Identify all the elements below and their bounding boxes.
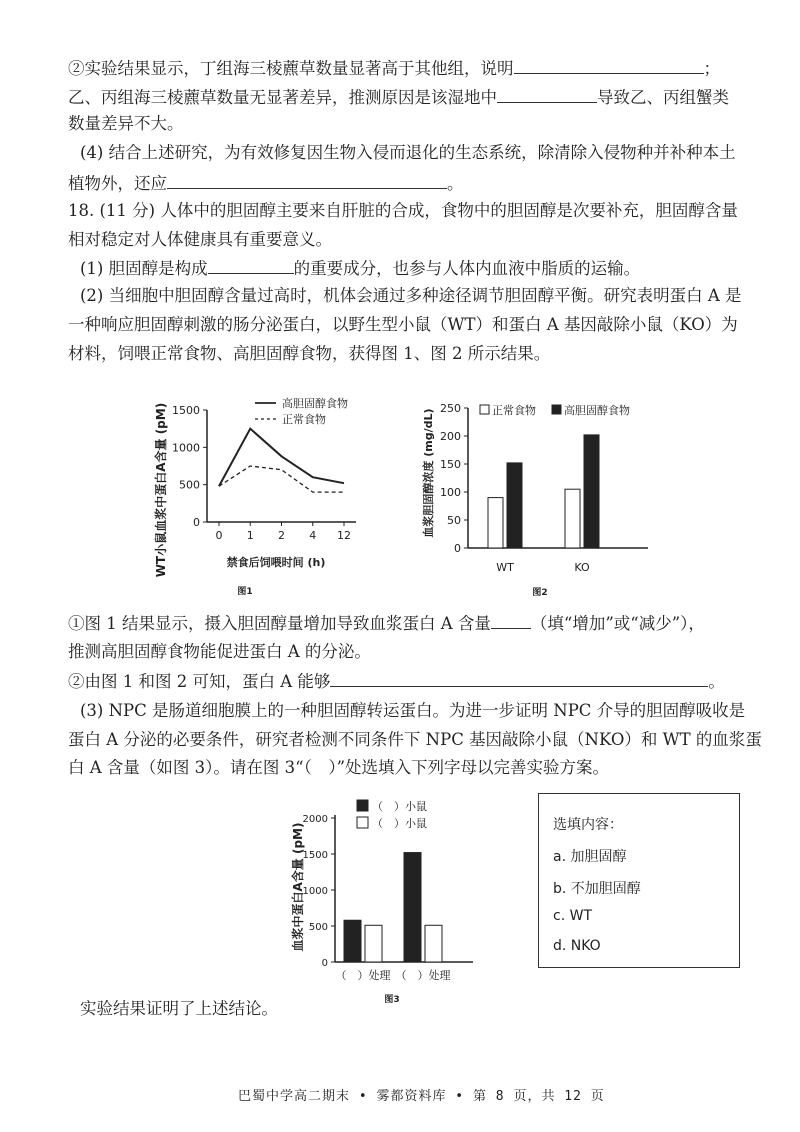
bar-a (404, 853, 421, 962)
bar-b (507, 463, 522, 548)
figure-1-line-chart (150, 372, 370, 602)
bar-a (344, 920, 361, 962)
option-b: b. 不加胆固醇 (553, 881, 641, 897)
fig1-xlabel: 禁食后饲喂时间 (h) (226, 556, 326, 569)
x-tick-label: 0 (215, 529, 223, 542)
text-line: 材料，饲喂正常食物、高胆固醇食物，获得图 1、图 2 所示结果。 (68, 344, 551, 363)
text-line: 植物外，还应 。 (68, 174, 464, 193)
legend-normal: 正常食物 (282, 413, 326, 426)
legend-high: 高胆固醇食物 (282, 397, 348, 410)
y-tick-label: 250 (440, 402, 461, 415)
legend-white-icon (357, 817, 368, 828)
answer-blank[interactable] (514, 57, 704, 74)
text-line: (1) 胆固醇是构成 的重要成分，也参与人体内血液中脂质的运输。 (80, 259, 641, 278)
text-line: ②实验结果显示，丁组海三棱藨草数量显著高于其他组，说明 ； (68, 59, 720, 78)
x-category-label: （ ）处理 (395, 969, 451, 982)
y-tick-label: 1000 (302, 886, 328, 897)
option-c: c. WT (553, 908, 592, 924)
text-line: ②由图 1 和图 2 可知，蛋白 A 能够 。 (68, 672, 725, 691)
legend-black-icon (552, 405, 561, 414)
y-tick-label: 1000 (172, 441, 200, 455)
options-title: 选填内容： (553, 817, 623, 833)
text-line: 白 A 含量（如图 3）。请在图 3“（ ）”处选填入下列字母以完善实验方案。 (68, 758, 610, 777)
y-tick-label: 0 (193, 516, 200, 529)
answer-blank[interactable] (330, 670, 708, 687)
options-box (538, 793, 740, 968)
x-category-label: WT (496, 561, 514, 574)
text-line: 相对稳定对人体健康具有重要意义。 (68, 230, 332, 249)
bar-b (365, 925, 382, 962)
fig1-ylabel: WT小鼠血浆中蛋白A含量 (pM) (154, 402, 168, 578)
x-category-label: KO (574, 561, 590, 574)
y-tick-label: 2000 (302, 814, 328, 825)
bar-a (488, 498, 503, 548)
y-tick-label: 500 (308, 922, 328, 933)
fig3-ylabel: 血浆中蛋白A含量 (pM) (291, 822, 305, 952)
series-line-high-cholesterol (219, 429, 344, 486)
x-tick-label: 1 (246, 529, 254, 542)
question-title: 18. (11 分) 人体中的胆固醇主要来自肝脏的合成，食物中的胆固醇是次要补充，胆固醇含量 (68, 201, 738, 220)
bar-b (584, 435, 599, 548)
figure-3-bar-chart (285, 795, 485, 1005)
legend-high: 高胆固醇食物 (564, 404, 630, 417)
answer-blank[interactable] (497, 86, 597, 103)
text-line: (3) NPC 是肠道细胞膜上的一种胆固醇转运蛋白。为进一步证明 NPC 介导的胆固醇吸收是 (80, 701, 746, 720)
bar-b (425, 925, 442, 962)
y-tick-label: 1500 (302, 850, 328, 861)
y-tick-label: 500 (179, 478, 200, 492)
x-tick-label: 2 (278, 529, 285, 542)
answer-blank[interactable] (491, 612, 531, 629)
answer-blank[interactable] (208, 257, 294, 274)
text-line: 实验结果证明了上述结论。 (80, 999, 278, 1018)
legend-series-black: （ ）小鼠 (372, 800, 427, 813)
page-footer: 巴蜀中学高二期末 • 雾都资料库 • 第 8 页，共 12 页 (238, 1089, 605, 1104)
text-line: (2) 当细胞中胆固醇含量过高时，机体会通过多种途径调节胆固醇平衡。研究表明蛋白 A 是 (80, 286, 742, 305)
text-line: 乙、丙组海三棱藨草数量无显著差异，推测原因是该湿地中 导致乙、丙组蟹类 (68, 88, 729, 107)
answer-blank[interactable] (167, 172, 447, 189)
bar-a (565, 489, 580, 548)
x-category-label: （ ）处理 (335, 969, 391, 982)
fig3-caption: 图3 (384, 995, 400, 1005)
option-a: a. 加胆固醇 (553, 849, 627, 865)
text-line: ①图 1 结果显示，摄入胆固醇量增加导致血浆蛋白 A 含量 （填“增加”或“减少”）， (68, 614, 705, 633)
y-tick-label: 0 (454, 542, 461, 555)
fig2-ylabel: 血浆胆固醇浓度 (mg/dL) (422, 408, 435, 538)
figure-2-bar-chart (420, 395, 660, 605)
text-line: 数量差异不大。 (68, 114, 184, 133)
text-line: 一种响应胆固醇刺激的肠分泌蛋白，以野生型小鼠（WT）和蛋白 A 基因敲除小鼠（KO）为 (68, 315, 738, 334)
fig1-caption: 图1 (237, 587, 253, 597)
x-tick-label: 4 (309, 529, 317, 542)
legend-black-icon (357, 800, 368, 811)
legend-white-icon (480, 405, 489, 414)
y-tick-label: 200 (440, 430, 461, 443)
y-tick-label: 0 (321, 958, 328, 969)
text-line: (4) 结合上述研究，为有效修复因生物入侵而退化的生态系统，除清除入侵物种并补种本土 (80, 143, 736, 162)
fig2-caption: 图2 (532, 588, 548, 598)
option-d: d. NKO (553, 938, 601, 954)
text-line: 蛋白 A 分泌的必要条件，研究者检测不同条件下 NPC 基因敲除小鼠（NKO）和 WT 的血浆蛋 (68, 730, 762, 749)
y-tick-label: 100 (440, 486, 461, 499)
y-tick-label: 150 (440, 458, 461, 471)
x-tick-label: 12 (337, 529, 351, 542)
text-line: 推测高胆固醇食物能促进蛋白 A 的分泌。 (68, 642, 371, 661)
y-tick-label: 50 (447, 514, 461, 527)
legend-series-white: （ ）小鼠 (372, 817, 427, 830)
legend-normal: 正常食物 (492, 404, 536, 417)
y-tick-label: 1500 (172, 404, 200, 417)
